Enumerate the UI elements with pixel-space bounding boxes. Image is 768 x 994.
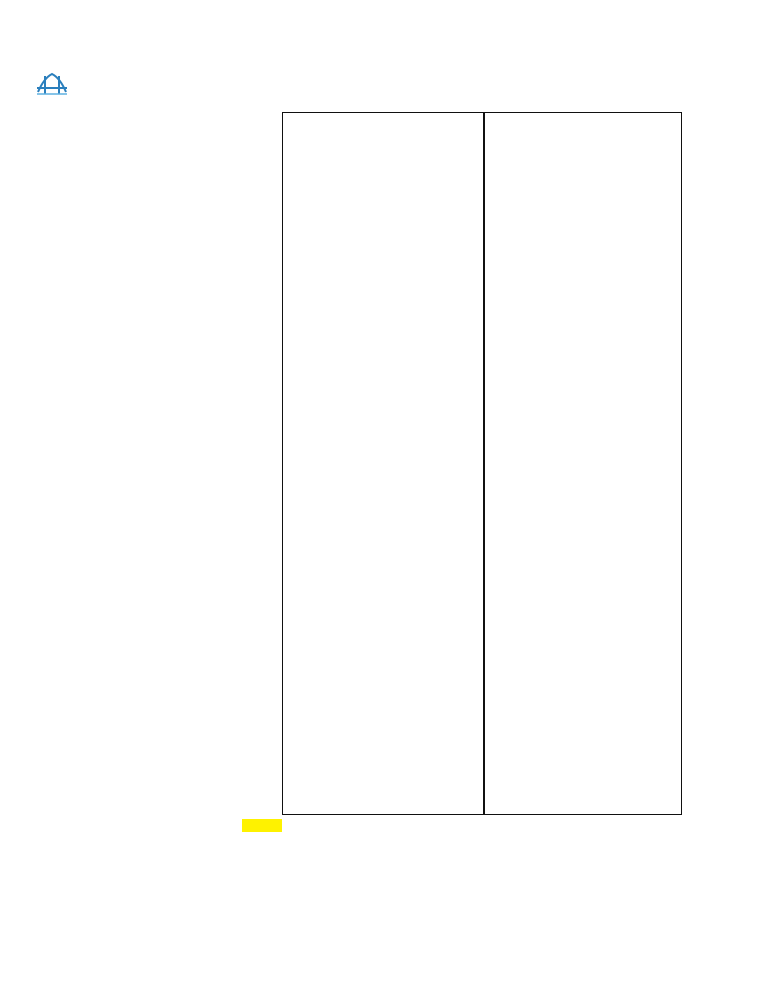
calendar-details-column: [282, 112, 484, 815]
total-student-days-value: [242, 819, 282, 832]
sfusd-logo: [36, 70, 124, 96]
religious-holidays-column: [484, 112, 682, 815]
golden-gate-bridge-icon: [36, 70, 68, 96]
